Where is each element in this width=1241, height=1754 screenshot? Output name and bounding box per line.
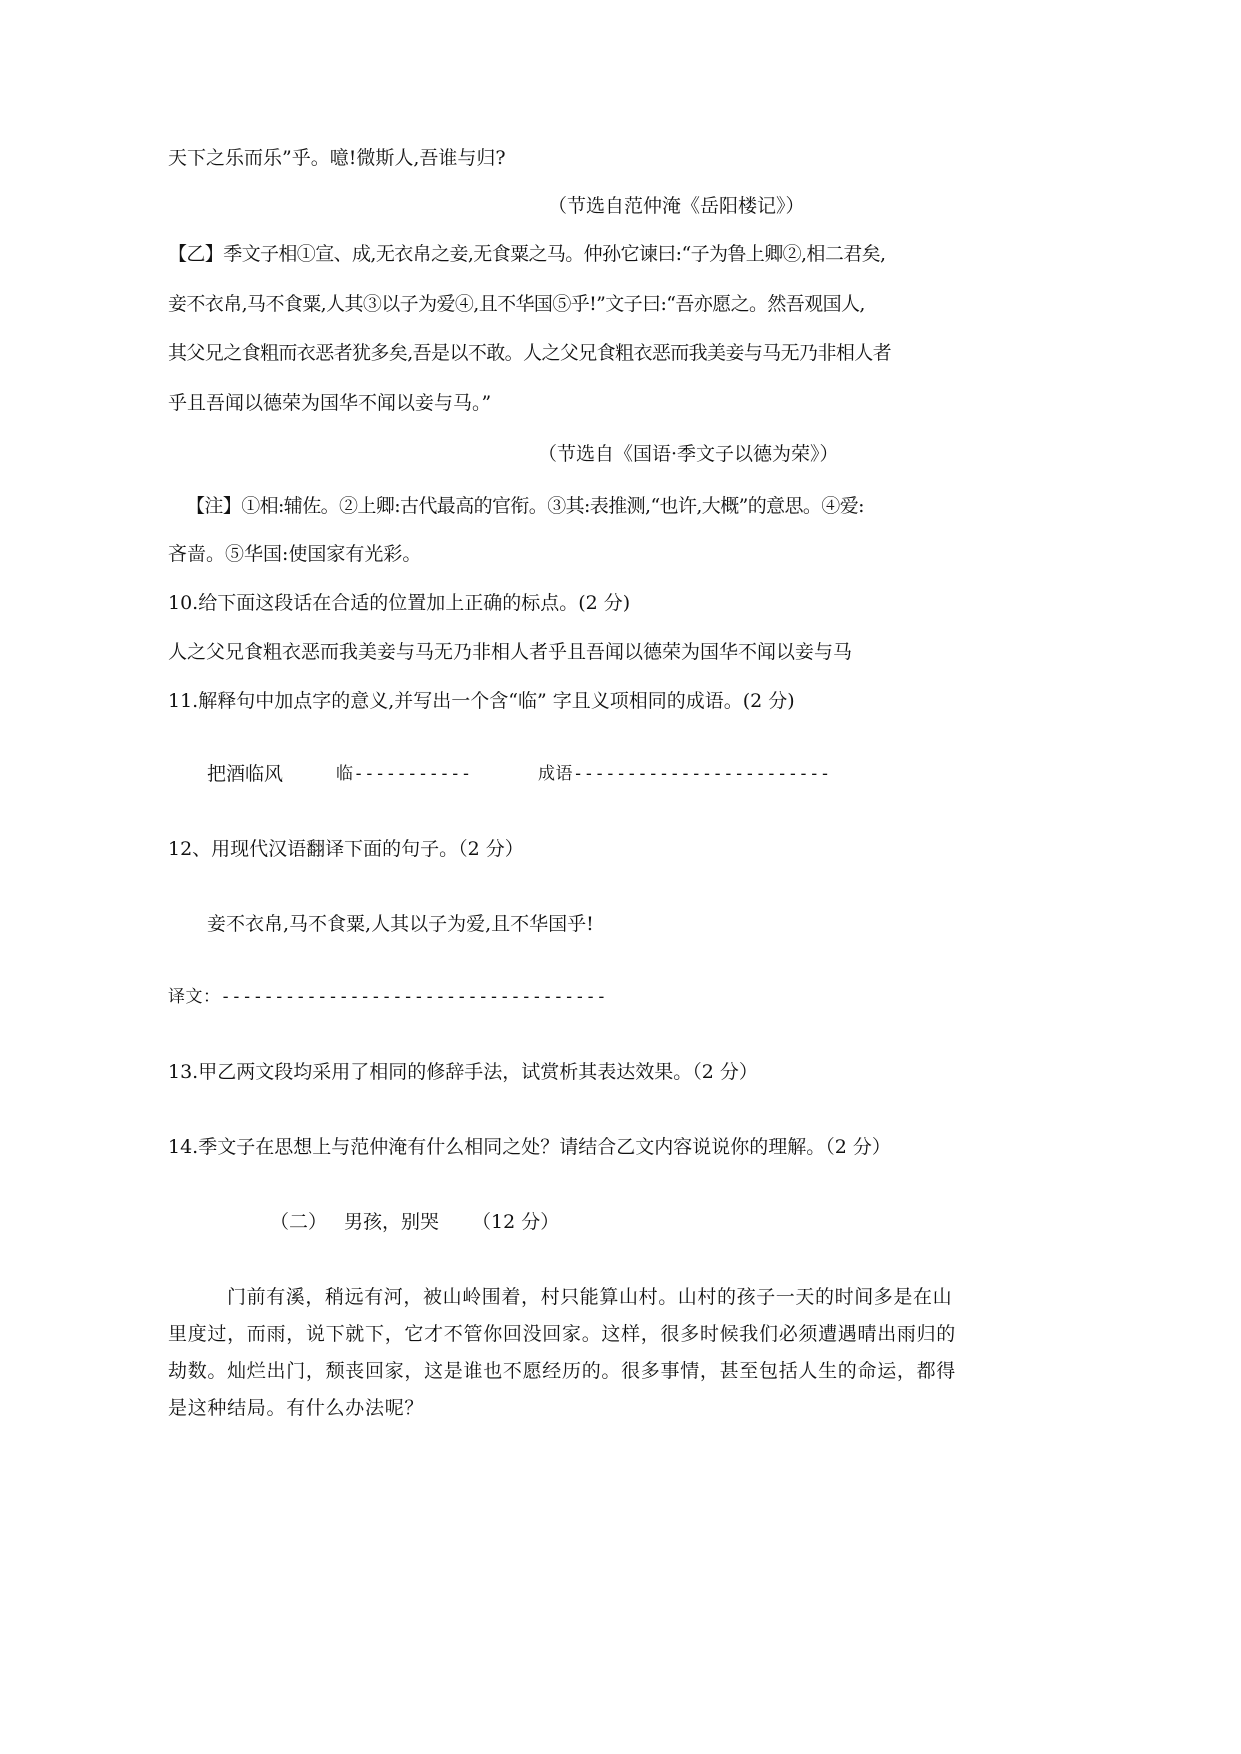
passage-b-line: 【乙】季文子相①宣、成,无衣帛之妾,无食粟之马。仲孙它谏曰:“子为鲁上卿②,相二君矣, — [168, 243, 886, 265]
notes-line: 吝啬。⑤华国:使国家有光彩。 — [168, 543, 422, 565]
notes-line: 【注】①相:辅佐。②上卿:古代最高的官衔。③其:表推测,“也许,大概”的意思。④爱: — [186, 495, 864, 517]
question-13-prompt: 13.甲乙两文段均采用了相同的修辞手法，试赏析其表达效果。（2 分） — [168, 1061, 758, 1083]
section-2-paragraph-line: 劫数。灿烂出门，颓丧回家，这是谁也不愿经历的。很多事情，甚至包括人生的命运，都得 — [168, 1360, 957, 1382]
section-2-paragraph-line: 是这种结局。有什么办法呢？ — [168, 1397, 425, 1419]
passage-b-line: 妾不衣帛,马不食粟,人其③以子为爱④,且不华国⑤乎!”文子曰:“吾亦愿之。然吾观国人, — [168, 293, 865, 315]
question-11-phrase: 把酒临风 — [207, 763, 284, 785]
section-2-paragraph-line: 门前有溪，稍远有河，被山岭围着，村只能算山村。山村的孩子一天的时间多是在山 — [227, 1286, 953, 1308]
question-11-blank-meaning[interactable]: 临----------- — [336, 764, 472, 784]
question-14-prompt: 14.季文子在思想上与范仲淹有什么相同之处？请结合乙文内容说说你的理解。（2 分） — [168, 1136, 891, 1158]
passage-b-line: 乎且吾闻以德荣为国华不闻以妾与马。” — [168, 392, 492, 414]
question-10-prompt: 10.给下面这段话在合适的位置加上正确的标点。(2 分) — [168, 592, 631, 614]
question-11-blank-idiom[interactable]: 成语------------------------ — [538, 764, 831, 784]
question-12-sentence: 妾不衣帛,马不食粟,人其以子为爱,且不华国乎! — [207, 913, 594, 935]
section-2-paragraph-line: 里度过，而雨，说下就下，它才不管你回没回家。这样，很多时候我们必须遭遇晴出雨归的 — [168, 1323, 957, 1345]
passage-a-ending: 天下之乐而乐”乎。噫!微斯人,吾谁与归? — [168, 147, 506, 169]
question-12-answer-blank[interactable]: 译文：------------------------------------ — [168, 987, 607, 1007]
section-2-title: 男孩，别哭 — [344, 1211, 440, 1233]
question-12-prompt: 12、用现代汉语翻译下面的句子。（2 分） — [168, 838, 524, 860]
section-2-number: （二） — [270, 1211, 328, 1233]
question-11-prompt: 11.解释句中加点字的意义,并写出一个含“临” 字且义项相同的成语。(2 分) — [168, 690, 795, 712]
passage-a-source: （节选自范仲淹《岳阳楼记》） — [548, 195, 805, 217]
section-2-points: （12 分） — [472, 1211, 560, 1233]
question-10-text: 人之父兄食粗衣恶而我美妾与马无乃非相人者乎且吾闻以德荣为国华不闻以妾与马 — [168, 641, 853, 663]
passage-b-line: 其父兄之食粗而衣恶者犹多矣,吾是以不敢。人之父兄食粗衣恶而我美妾与马无乃非相人者 — [168, 342, 892, 364]
passage-b-source: （节选自《国语·季文子以德为荣》） — [538, 443, 839, 465]
